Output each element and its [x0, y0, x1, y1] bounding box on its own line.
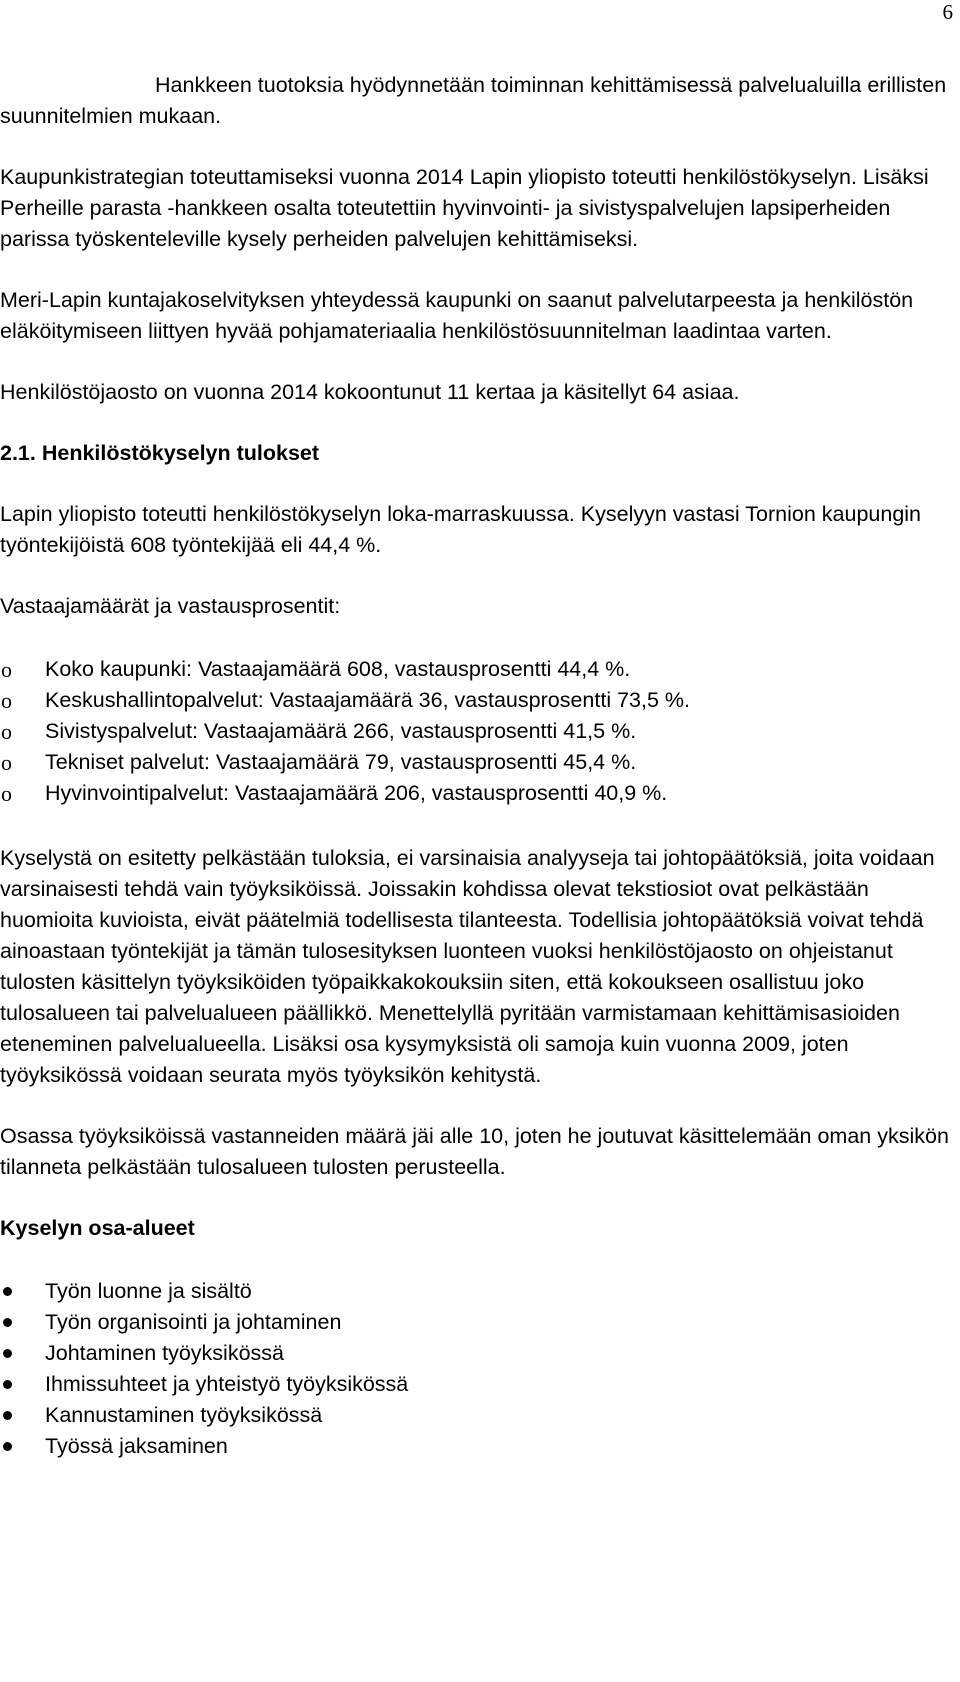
circle-bullet-icon: o	[1, 719, 12, 744]
paragraph-analysis-note: Kyselystä on esitetty pelkästään tuloksia, ei varsinaisia analyyseja tai johtopäätöksiä, joita voidaan varsinaisesti tehdä vain työyksiköissä. Joissakin kohdissa olevat tekstiosiot ovat pelkästään huomioita kuvioista, eivät päätelmiä todellisesta tilanteesta. Todellisia johtopäätöksiä voivat tehdä ainoastaan työntekijät ja tämän tulosesityksen luonteen vuoksi henkilöstöjaosto on ohjeistanut tulosten käsittelyn työyksiköiden työpaikkakokouksiin siten, että kokoukseen osallistuu joko tulosalueen tai palvelualueen päällikkö. Menettelyllä pyritään varmistamaan kehittämisasioiden eteneminen palvelualueella. Lisäksi osa kysymyksistä oli samoja kuin vuonna 2009, joten työyksikössä voidaan seurata myös työyksikön kehitystä.	[0, 846, 935, 1087]
page-number: 6	[942, 0, 953, 24]
list-item: o Koko kaupunki: Vastaajamäärä 608, vastausprosentti 44,4 %.	[0, 654, 958, 685]
paragraph-municipal-study: Meri-Lapin kuntajakoselvityksen yhteydessä kaupunki on saanut palvelutarpeesta ja henkilöstön eläköitymiseen liittyen hyvää pohjamateriaalia henkilöstösuunnitelman laadintaa varten.	[0, 288, 914, 343]
bullet-dot-icon	[3, 1287, 12, 1296]
bullet-dot-icon	[3, 1380, 12, 1389]
section-heading: 2.1. Henkilöstökyselyn tulokset	[0, 441, 320, 465]
bullet-dot-icon	[3, 1442, 12, 1451]
list-item: o Keskushallintopalvelut: Vastaajamäärä 36, vastausprosentti 73,5 %.	[0, 685, 958, 716]
list-item: o Tekniset palvelut: Vastaajamäärä 79, vastausprosentti 45,4 %.	[0, 747, 958, 778]
paragraph-committee-meetings: Henkilöstöjaosto on vuonna 2014 kokoontunut 11 kertaa ja käsitellyt 64 asiaa.	[0, 380, 740, 404]
list-item: o Hyvinvointipalvelut: Vastaajamäärä 206, vastausprosentti 40,9 %.	[0, 778, 958, 809]
list-item: Johtaminen työyksikössä	[0, 1338, 958, 1369]
circle-bullet-icon: o	[1, 688, 12, 713]
circle-bullet-icon: o	[1, 781, 12, 806]
bullet-dot-icon	[3, 1411, 12, 1420]
paragraph-project-outputs: Hankkeen tuotoksia hyödynnetään toiminnan kehittämisessä palvelualuilla erillisten suunnitelmien mukaan.	[0, 73, 947, 128]
list-item: Ihmissuhteet ja yhteistyö työyksikössä	[0, 1369, 958, 1400]
paragraph-small-units: Osassa työyksiköissä vastanneiden määrä jäi alle 10, joten he joutuvat käsittelemään oman yksikön tilanneta pelkästään tulosalueen tulosten perusteella.	[0, 1124, 949, 1179]
paragraph-strategy-survey: Kaupunkistrategian toteuttamiseksi vuonna 2014 Lapin yliopisto toteutti henkilöstökyselyn. Lisäksi Perheille parasta -hankkeen osalta toteutettiin hyvinvointi- ja sivistyspalvelujen lapsiperheiden parissa työskenteleville kysely perheiden palvelujen kehittämiseksi.	[0, 165, 929, 251]
bullet-dot-icon	[3, 1318, 12, 1327]
bullet-dot-icon	[3, 1349, 12, 1358]
survey-areas-list	[0, 1276, 958, 1462]
list-item: Kannustaminen työyksikössä	[0, 1400, 958, 1431]
respondent-list	[0, 654, 958, 809]
paragraph-survey-intro: Lapin yliopisto toteutti henkilöstökyselyn loka-marraskuussa. Kyselyyn vastasi Tornion kaupungin työntekijöistä 608 työntekijää eli 44,4 %.	[0, 502, 922, 557]
list-item: Työn luonne ja sisältö	[0, 1276, 958, 1307]
subheading-survey-areas: Kyselyn osa-alueet	[0, 1216, 195, 1240]
paragraph-respondents-heading: Vastaajamäärät ja vastausprosentit:	[0, 594, 341, 618]
list-item: Työssä jaksaminen	[0, 1431, 958, 1462]
circle-bullet-icon: o	[1, 750, 12, 775]
circle-bullet-icon: o	[1, 657, 12, 682]
list-item: o Sivistyspalvelut: Vastaajamäärä 266, vastausprosentti 41,5 %.	[0, 716, 958, 747]
list-item: Työn organisointi ja johtaminen	[0, 1307, 958, 1338]
document-body	[0, 70, 958, 1462]
